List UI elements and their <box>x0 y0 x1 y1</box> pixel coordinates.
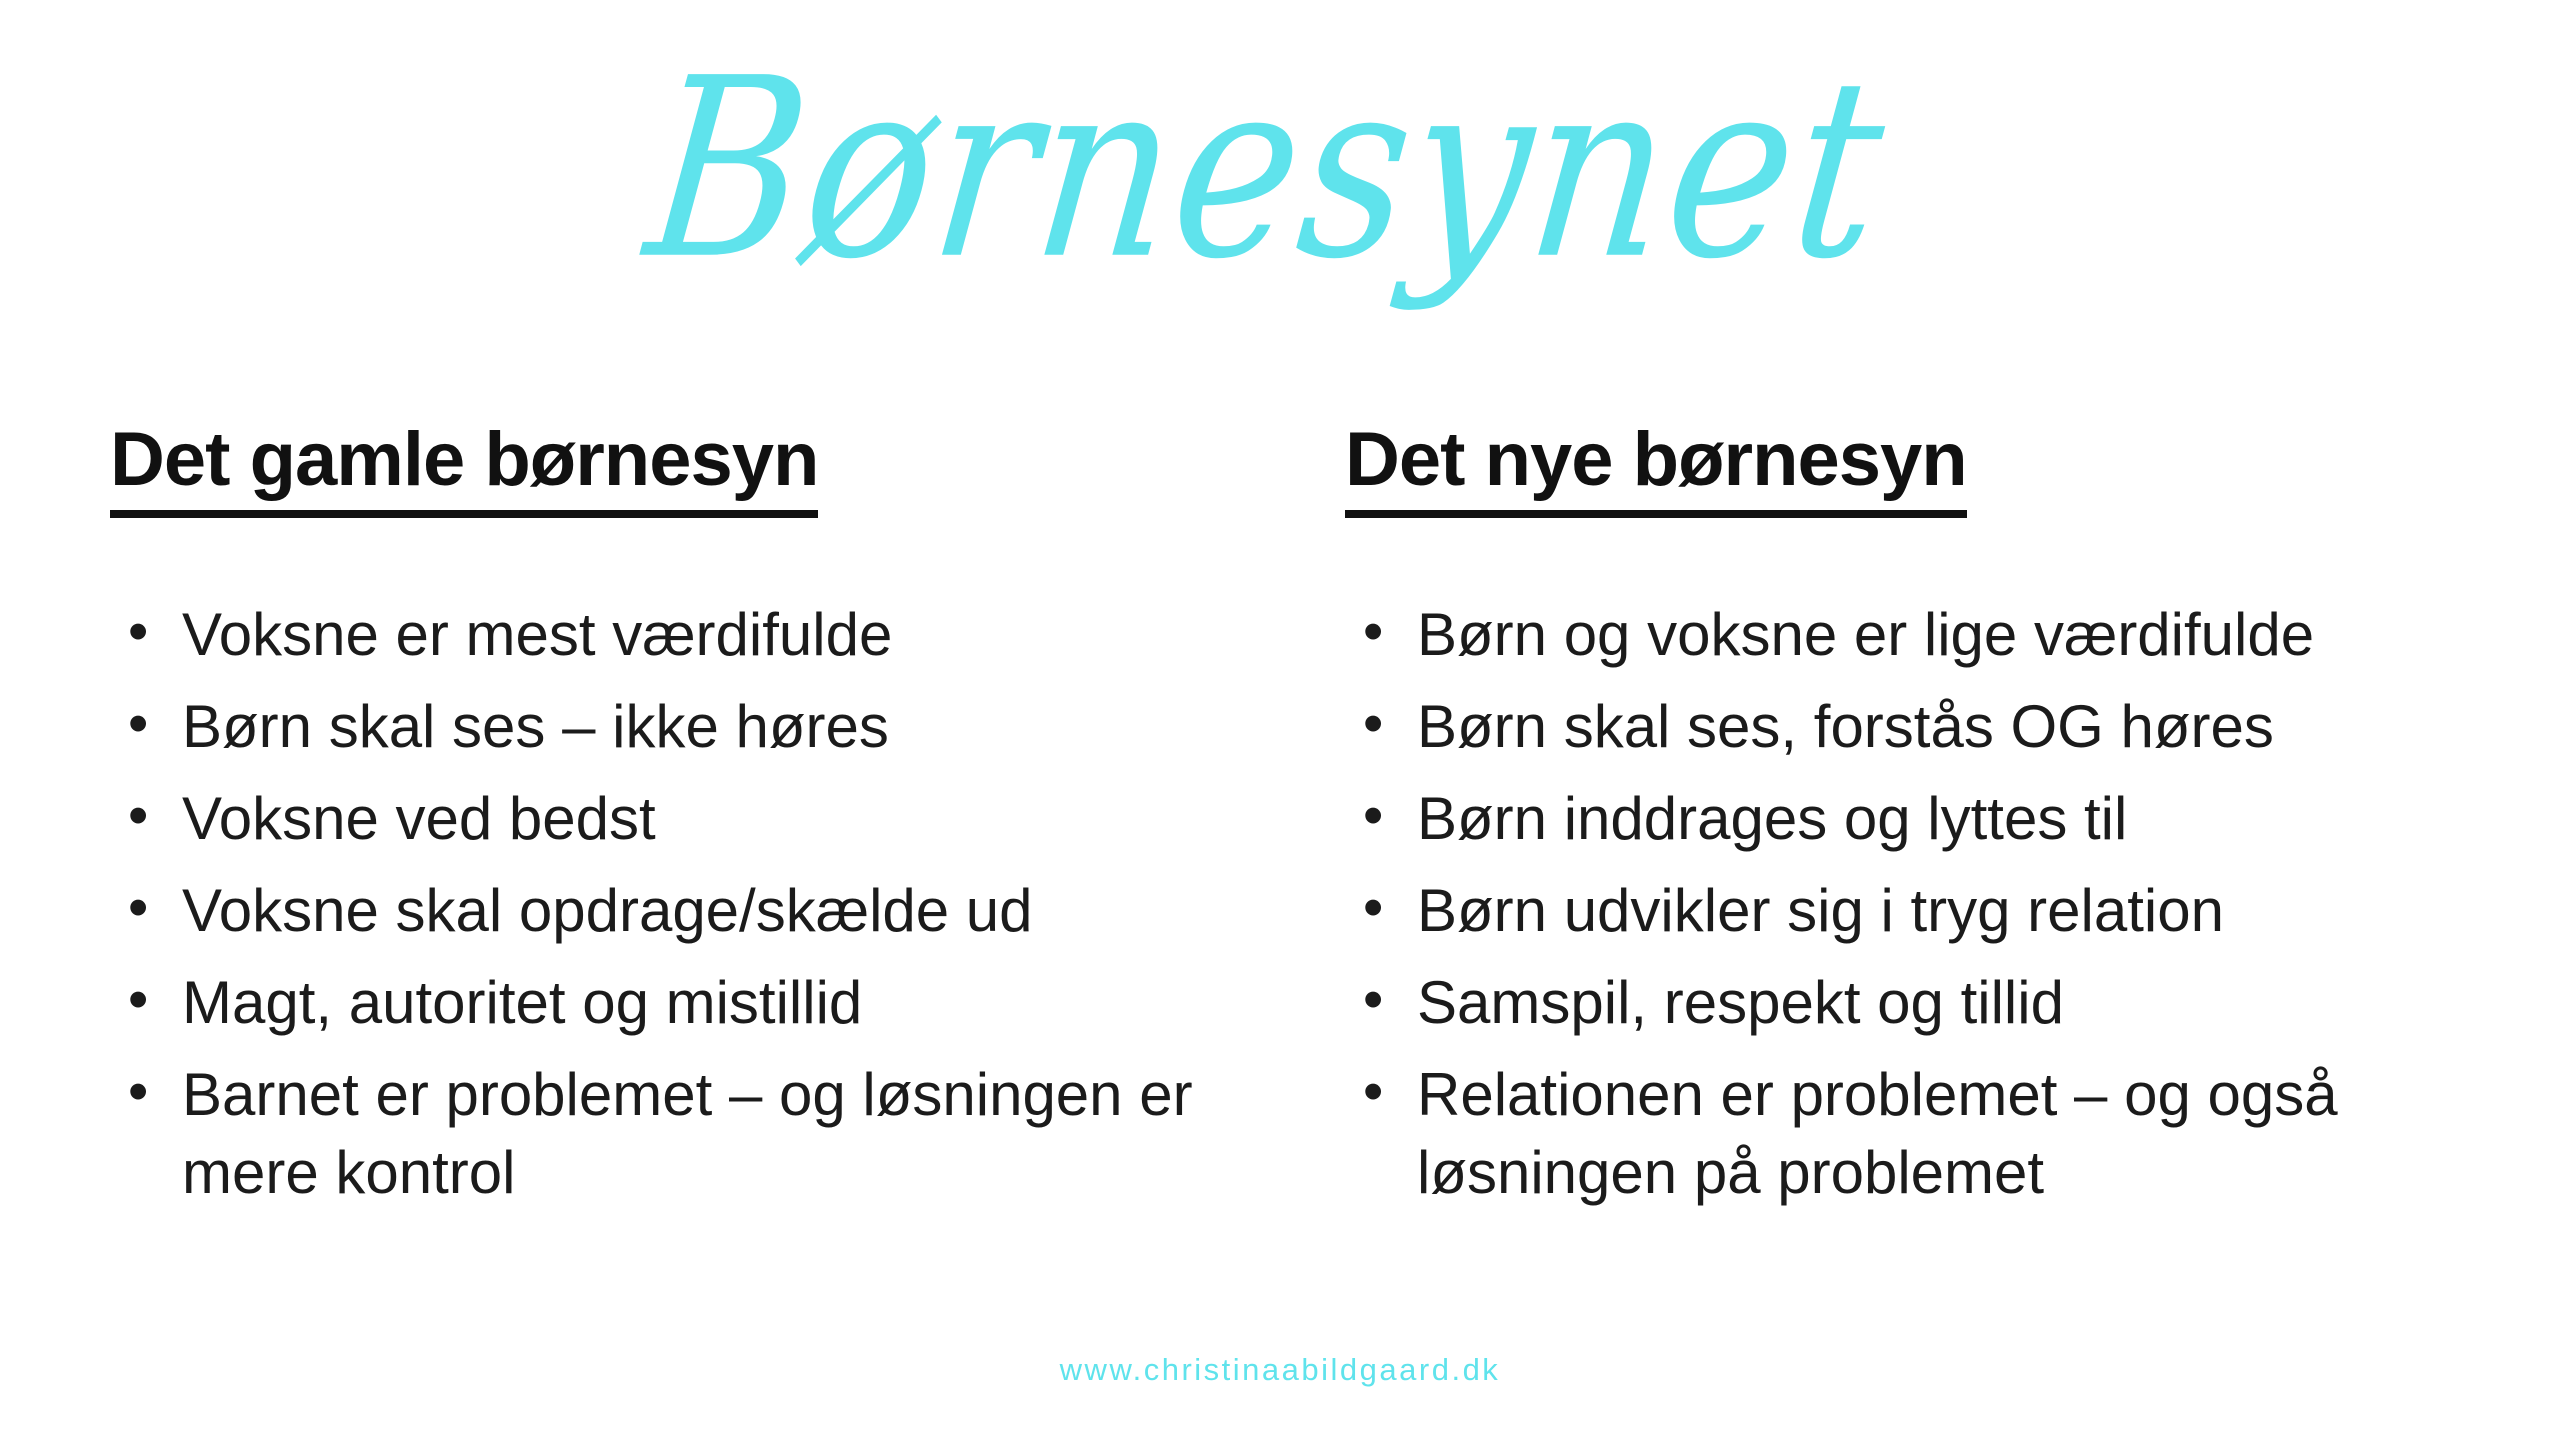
footer <box>0 1352 2560 1388</box>
list-item: • Voksne skal opdrage/skælde ud <box>110 872 1270 950</box>
list-item: • Relationen er problemet – og også løsningen på problemet <box>1345 1056 2520 1212</box>
list-item: • Børn udvikler sig i tryg relation <box>1345 872 2520 950</box>
website-link[interactable]: www.christinaabildgaard.dk <box>1059 1352 1501 1387</box>
list-item: • Børn og voksne er lige værdifulde <box>1345 596 2520 674</box>
list-item: • Voksne ved bedst <box>110 780 1270 858</box>
column-new-child-view <box>1300 417 2560 1226</box>
list-item: • Børn inddrages og lyttes til <box>1345 780 2520 858</box>
list-item: • Samspil, respekt og tillid <box>1345 964 2520 1042</box>
comparison-columns <box>0 417 2560 1226</box>
list-item: • Børn skal ses, forstås OG høres <box>1345 688 2520 766</box>
column-heading-old: Det gamle børnesyn <box>110 420 818 518</box>
page-title: Børnesynet <box>635 24 1898 314</box>
column-heading-new: Det nye børnesyn <box>1345 420 1967 518</box>
list-item: • Magt, autoritet og mistillid <box>110 964 1270 1042</box>
list-item: • Voksne er mest værdifulde <box>110 596 1270 674</box>
list-item: • Barnet er problemet – og løsningen er mere kontrol <box>110 1056 1270 1212</box>
bullet-list-old <box>110 596 1270 1212</box>
list-item: • Børn skal ses – ikke høres <box>110 688 1270 766</box>
title-container <box>0 24 2560 314</box>
bullet-list-new <box>1345 596 2520 1212</box>
column-old-child-view <box>0 417 1300 1226</box>
